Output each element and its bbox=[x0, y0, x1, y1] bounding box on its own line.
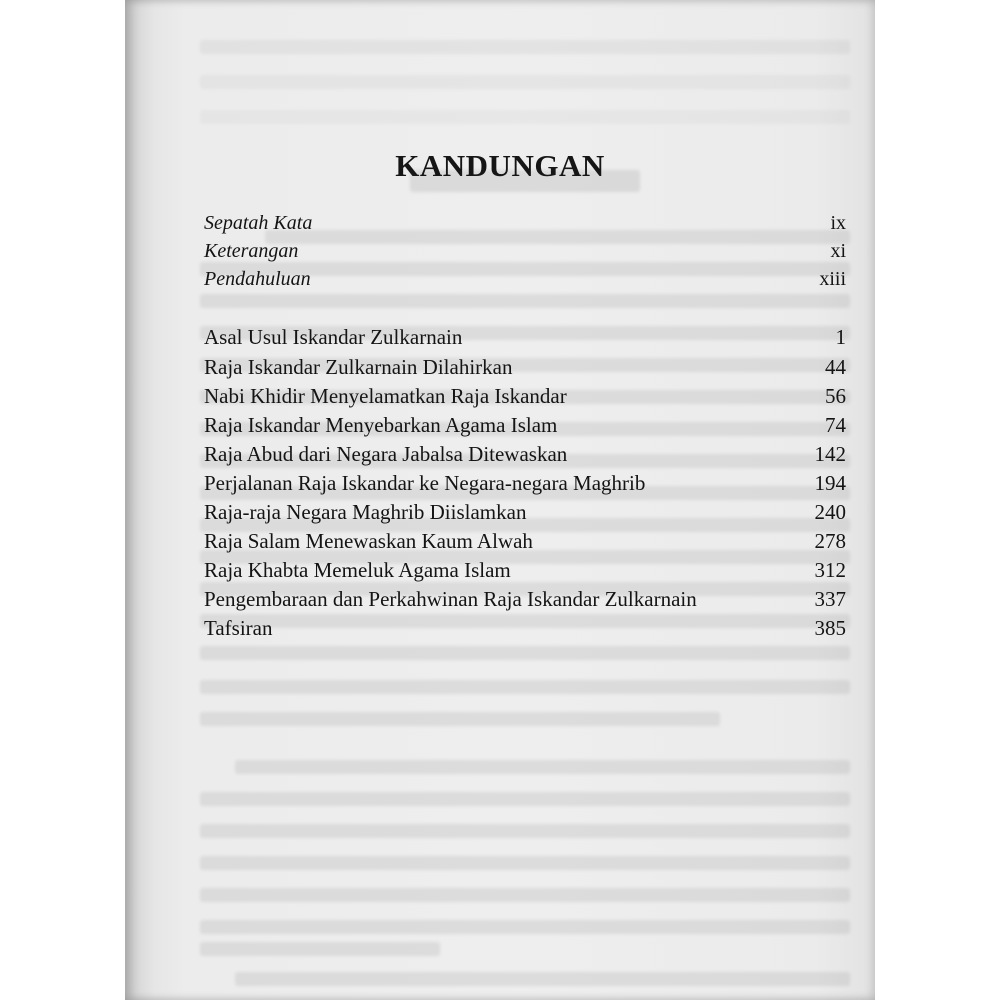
show-through-line bbox=[235, 972, 850, 986]
toc-entry-label: Perjalanan Raja Iskandar ke Negara-negara Maghrib bbox=[204, 471, 646, 495]
toc-entry-label: Raja Iskandar Menyebarkan Agama Islam bbox=[204, 413, 558, 437]
toc-entry-front-matter bbox=[204, 212, 846, 235]
toc-entry-label: Keterangan bbox=[204, 240, 299, 262]
show-through-line bbox=[200, 680, 850, 694]
toc-entry-chapter bbox=[204, 587, 846, 612]
toc-entry-label: Raja Khabta Memeluk Agama Islam bbox=[204, 558, 511, 582]
toc-entry-page: 56 bbox=[825, 384, 846, 408]
toc-entry-label: Raja Abud dari Negara Jabalsa Ditewaskan bbox=[204, 442, 568, 466]
page-title: KANDUNGAN bbox=[395, 148, 605, 183]
toc-entry-page: xiii bbox=[819, 268, 846, 290]
show-through-line bbox=[200, 712, 720, 726]
toc-entry-label: Pendahuluan bbox=[204, 268, 311, 290]
toc-entry-page: 194 bbox=[814, 471, 846, 495]
toc-entry-page: 385 bbox=[814, 616, 846, 640]
toc-entry-label: Pengembaraan dan Perkahwinan Raja Iskandar Zulkarnain bbox=[204, 587, 697, 611]
toc-entry-page: 337 bbox=[814, 587, 846, 611]
toc-entry-page: 1 bbox=[835, 325, 846, 349]
toc-entry-label: Raja Iskandar Zulkarnain Dilahirkan bbox=[204, 355, 513, 379]
show-through-line bbox=[200, 824, 850, 838]
toc-entry-page: 44 bbox=[825, 355, 846, 379]
toc-entry-chapter bbox=[204, 616, 846, 641]
toc-entry-chapter bbox=[204, 558, 846, 583]
toc-entry-label: Raja Salam Menewaskan Kaum Alwah bbox=[204, 529, 533, 553]
show-through-line bbox=[200, 40, 850, 54]
toc-entry-page: ix bbox=[830, 212, 846, 234]
toc-entry-chapter bbox=[204, 325, 846, 350]
toc-entry-front-matter bbox=[204, 268, 846, 291]
show-through-line bbox=[200, 920, 850, 934]
toc-entry-chapter bbox=[204, 442, 846, 467]
toc-entry-chapter bbox=[204, 384, 846, 409]
book-page bbox=[125, 0, 875, 1000]
toc-entry-page: 142 bbox=[814, 442, 846, 466]
show-through-line bbox=[200, 856, 850, 870]
toc-entry-page: xi bbox=[830, 240, 846, 262]
toc-entry-chapter bbox=[204, 471, 846, 496]
toc-entry-chapter bbox=[204, 529, 846, 554]
show-through-line bbox=[200, 75, 850, 89]
toc-entry-chapter bbox=[204, 500, 846, 525]
toc-entry-chapter bbox=[204, 413, 846, 438]
show-through-line bbox=[200, 110, 850, 124]
show-through-line bbox=[235, 760, 850, 774]
show-through-line bbox=[200, 792, 850, 806]
toc-entry-front-matter bbox=[204, 240, 846, 263]
toc-entry-page: 312 bbox=[814, 558, 846, 582]
show-through-line bbox=[200, 294, 850, 308]
toc-entry-page: 240 bbox=[814, 500, 846, 524]
show-through-line bbox=[200, 888, 850, 902]
show-through-line bbox=[200, 646, 850, 660]
toc-entry-label: Nabi Khidir Menyelamatkan Raja Iskandar bbox=[204, 384, 567, 408]
show-through-line bbox=[200, 942, 440, 956]
toc-entry-page: 278 bbox=[814, 529, 846, 553]
toc-entry-label: Asal Usul Iskandar Zulkarnain bbox=[204, 325, 463, 349]
toc-entry-label: Raja-raja Negara Maghrib Diislamkan bbox=[204, 500, 527, 524]
toc-entry-chapter bbox=[204, 355, 846, 380]
toc-entry-page: 74 bbox=[825, 413, 846, 437]
toc-entry-label: Tafsiran bbox=[204, 616, 273, 640]
toc-entry-label: Sepatah Kata bbox=[204, 212, 313, 234]
